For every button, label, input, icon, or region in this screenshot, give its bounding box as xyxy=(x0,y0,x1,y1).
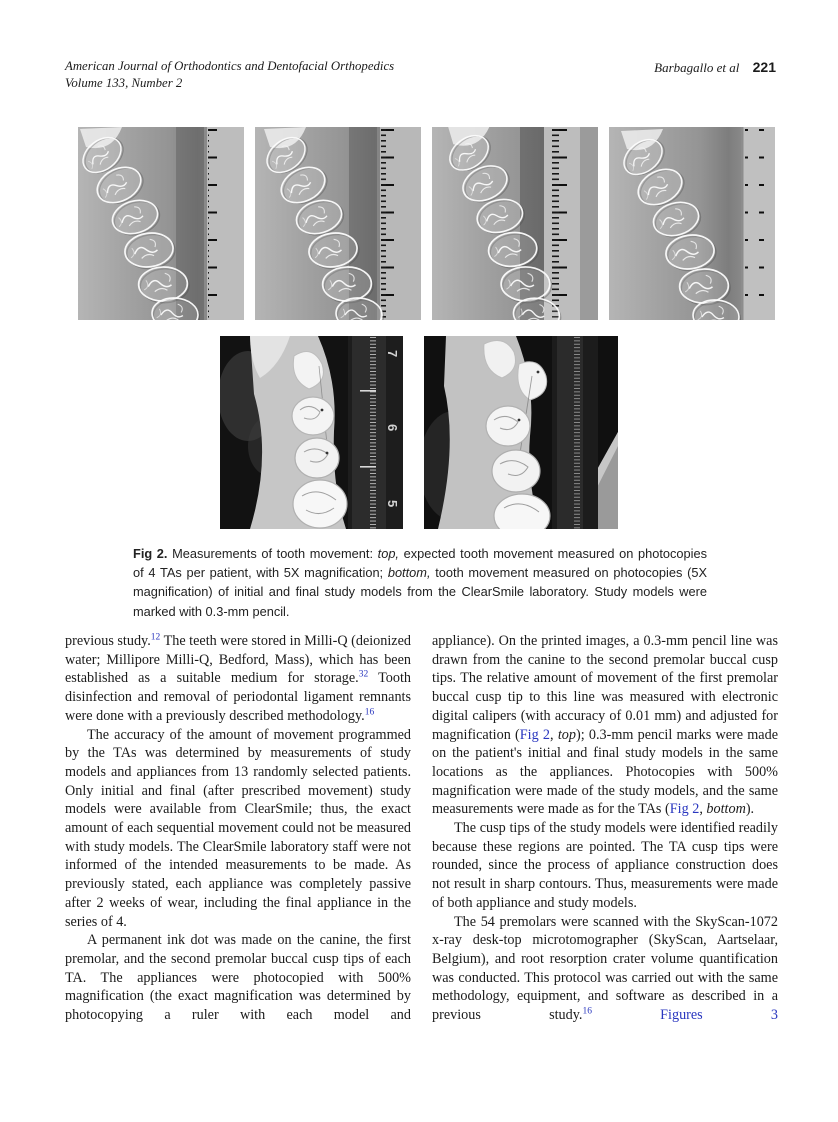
left-column xyxy=(65,632,411,1025)
figure2-model-photo-initial xyxy=(220,336,403,529)
figure2-caption: Fig 2. Measurements of tooth movement: top, expected tooth movement measured on photocopies of 4 TAs per patient, with 5X magnification; bottom, tooth movement measured on photocopies (5X magnification) of initial and final study models from the ClearSmile laboratory. Study models were marked with 0.3-mm pencil. xyxy=(133,546,708,619)
right-column xyxy=(432,632,778,1025)
figure2-ta-photo-2 xyxy=(255,127,421,320)
paragraph: A permanent ink dot was made on the canine, the first premolar, and the second premolar buccal cusp tips of each TA. The appliances were photocopied with 500% magnification (the exact magnification was determined by photocopying a ruler with each model and xyxy=(65,932,411,1024)
page-header xyxy=(65,58,776,91)
figure2-ta-photo-4 xyxy=(609,127,775,320)
ruler-label-5: 5 xyxy=(385,500,400,508)
figure2-ta-photo-3 xyxy=(432,127,598,320)
paragraph: The 54 premolars were scanned with the SkyScan-1072 x-ray desk-top microtomographer (SkyScan, Aartselaar, Belgium), and root resorption crater volume quantification was conducted. This protocol was carried out with the same methodology, equipment, and software as described in a previous study.$^{16}$ Figures 3 xyxy=(432,913,778,1024)
italic-text: bottom xyxy=(706,801,746,818)
reference-link[interactable]: 12 xyxy=(150,632,161,643)
figure-link[interactable]: Fig 2 xyxy=(519,726,551,743)
reference-link[interactable]: 16 xyxy=(364,707,375,718)
ruler-label-6: 6 xyxy=(385,424,400,432)
italic-text: top, xyxy=(377,546,399,561)
figure2-top-row xyxy=(78,127,775,320)
authors: Barbagallo et al xyxy=(654,60,740,75)
paragraph: The cusp tips of the study models were identified readily because these regions are pointed. The TA cusp tips were rounded, since the process of appliance construction does not result in sharp contours. Thus, measurements were made of both appliance and study models. xyxy=(432,820,778,911)
bold-text: Fig 2. xyxy=(133,546,168,561)
journal-volume: Volume 133, Number 2 xyxy=(65,75,183,90)
figure2-ta-photo-1 xyxy=(78,127,244,320)
figure-link[interactable]: Fig 2 xyxy=(669,801,700,818)
figure-link[interactable]: Figures 3 xyxy=(660,1007,778,1024)
page-number: 221 xyxy=(752,59,776,75)
paragraph: The accuracy of the amount of movement programmed by the TAs was determined by measurements of study models and appliances from 13 randomly selected patients. Only initial and final (after prescribed movement) study models were available from ClearSmile; thus, the exact amount of each sequential movement could not be measured with study models. The ClearSmile laboratory staff were not informed of the intended measurements to be made. As previously stated, each appliance was completely passive after 2 weeks of wear, including the final appliance in the series of 4. xyxy=(65,726,411,930)
running-head xyxy=(654,58,776,76)
journal-name: American Journal of Orthodontics and Dentofacial Orthopedics xyxy=(65,59,395,73)
ruler-label-7: 7 xyxy=(385,350,400,358)
reference-link[interactable]: 16 xyxy=(582,1006,592,1017)
paragraph: appliance). On the printed images, a 0.3-mm pencil line was drawn from the canine to the second premolar buccal cusp tips. The relative amount of movement of the first premolar buccal cusp tip to this line was measured with electronic digital calipers (with accuracy of 0.01 mm) and adjusted for magnification (Fig 2, top); 0.3-mm pencil marks were made on the patient's initial and final study models in the same locations as the appliances. Photocopies with 500% magnification were made of the study models, and the same measurements were made as for the TAs (Fig 2, bottom). xyxy=(432,633,778,818)
reference-link[interactable]: 32 xyxy=(358,669,369,680)
figure2-bottom-row xyxy=(220,336,618,529)
italic-text: bottom, xyxy=(387,565,431,581)
italic-text: top xyxy=(557,726,576,743)
figure2-model-photo-final xyxy=(424,336,618,529)
journal-title-block xyxy=(65,58,394,91)
paragraph: previous study.$^{12}$ The teeth were stored in Milli-Q (deionized water; Millipore Milli-Q, Bedford, Mass), which has been established as a suitable medium for storage.$^{32}$ Tooth disinfection and removal of periodontal ligament remnants were done with a previously described methodology.$^{16}$ xyxy=(65,632,411,724)
